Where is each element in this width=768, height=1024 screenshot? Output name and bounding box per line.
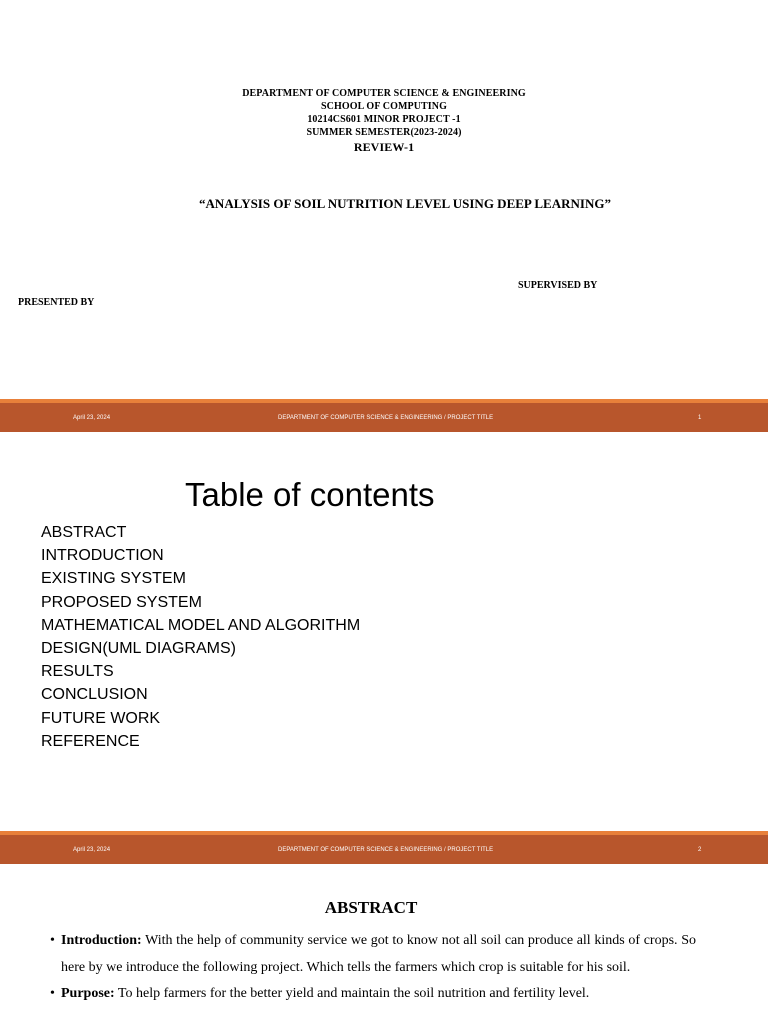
slide-footer: [0, 831, 768, 864]
footer-department: DEPARTMENT OF COMPUTER SCIENCE & ENGINEERING / PROJECT TITLE: [278, 415, 494, 421]
abstract-slide: [0, 865, 768, 1024]
school-line: SCHOOL OF COMPUTING: [321, 101, 447, 112]
toc-item: ABSTRACT: [41, 524, 127, 541]
toc-heading: Table of contents: [185, 476, 435, 513]
title-slide: [0, 0, 768, 432]
bullet-icon: •: [50, 986, 55, 1001]
bullet-text: To help farmers for the better yield and maintain the soil nutrition and fertility level.: [114, 986, 590, 1001]
toc-item: FUTURE WORK: [41, 709, 161, 727]
presented-by-label: PRESENTED BY: [18, 297, 95, 308]
abstract-bullet: [50, 928, 696, 981]
bullet-label: Purpose:: [61, 986, 115, 1001]
toc-item: EXISTING SYSTEM: [41, 570, 186, 588]
semester-line: SUMMER SEMESTER(2023-2024): [306, 127, 462, 138]
footer-date: April 23, 2024: [73, 847, 111, 853]
abstract-heading: ABSTRACT: [324, 898, 418, 917]
project-title: “ANALYSIS OF SOIL NUTRITION LEVEL USING DEEP LEARNING”: [199, 196, 611, 211]
toc-list: [41, 521, 360, 753]
abstract-bullet: [50, 981, 696, 1008]
abstract-bullets: [50, 928, 696, 1008]
supervised-by-label: SUPERVISED BY: [518, 280, 598, 291]
toc-item: CONCLUSION: [41, 686, 148, 704]
course-line: 10214CS601 MINOR PROJECT -1: [307, 114, 461, 125]
bullet-text: With the help of community service we got to know not all soil can produce all kinds of crops. So here by we introduce the following project. Which tells the farmers which crop is suitable for his soil.: [61, 933, 696, 975]
bullet-icon: •: [50, 933, 55, 948]
toc-slide: [0, 432, 768, 865]
footer-department: DEPARTMENT OF COMPUTER SCIENCE & ENGINEERING / PROJECT TITLE: [278, 847, 494, 853]
footer-page-number: 2: [698, 847, 702, 853]
footer-date: April 23, 2024: [73, 415, 111, 421]
toc-item: PROPOSED SYSTEM: [41, 593, 202, 611]
review-label: REVIEW-1: [353, 140, 415, 154]
toc-item: DESIGN(UML DIAGRAMS): [41, 640, 236, 658]
toc-item: RESULTS: [41, 663, 114, 681]
toc-item: INTRODUCTION: [41, 547, 164, 565]
toc-item: REFERENCE: [41, 732, 140, 750]
toc-item: MATHEMATICAL MODEL AND ALGORITHM: [41, 616, 361, 634]
bullet-label: Introduction:: [61, 933, 142, 948]
slide-footer: [0, 399, 768, 432]
department-line: DEPARTMENT OF COMPUTER SCIENCE & ENGINEERING: [242, 88, 526, 99]
footer-page-number: 1: [698, 415, 702, 421]
